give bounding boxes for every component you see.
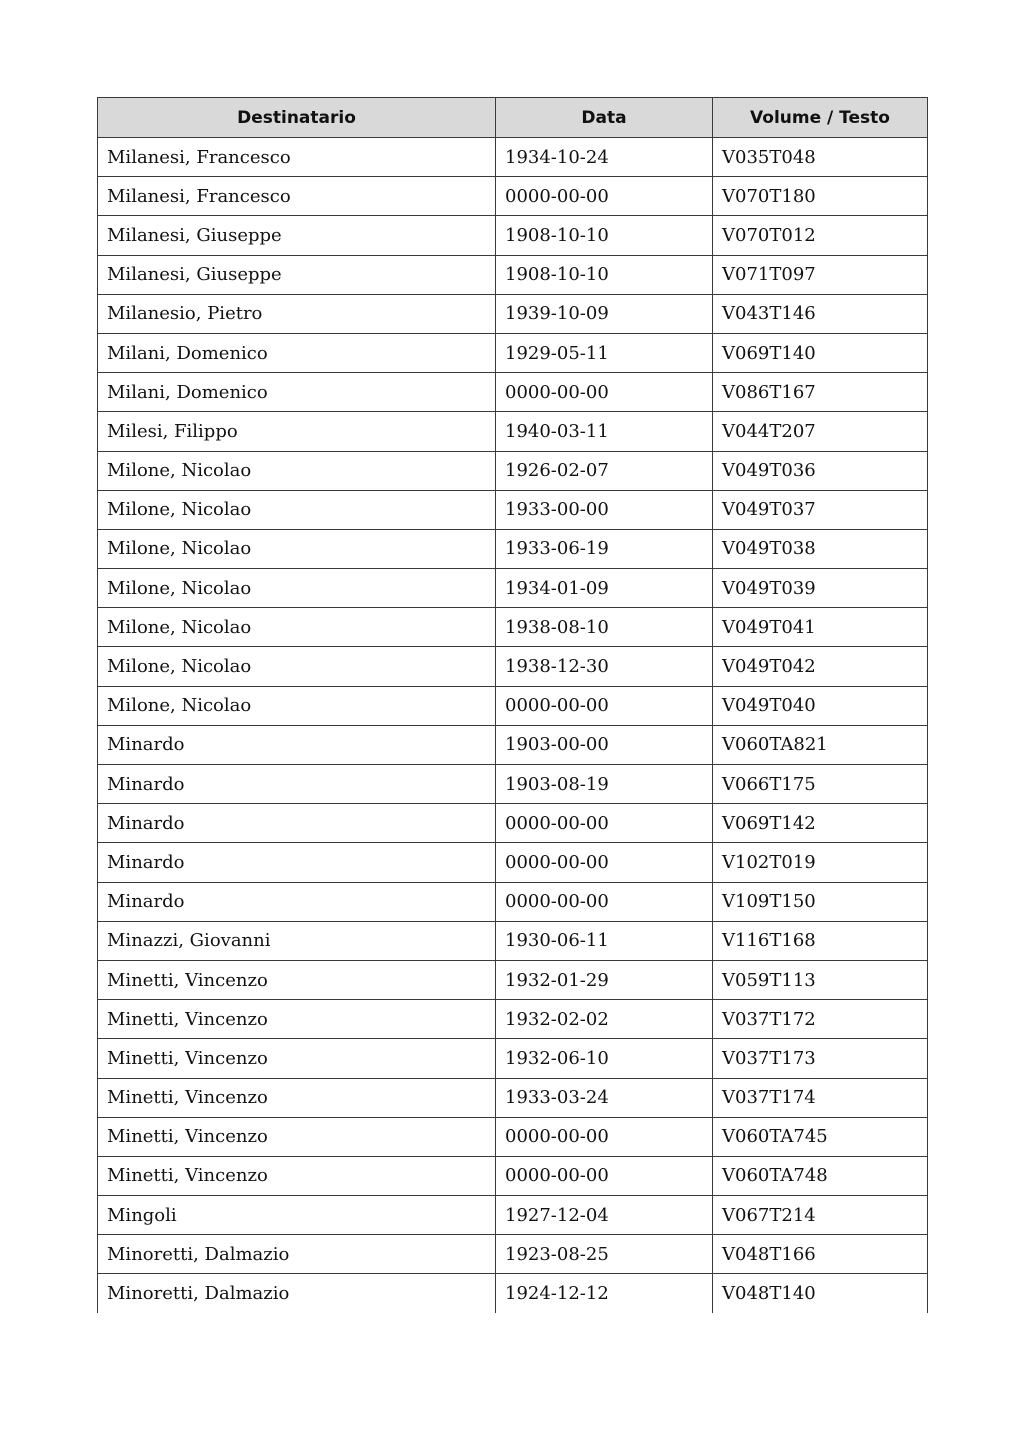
date-cell: 1903-00-00 [496,725,713,764]
volume-text-cell: V037T172 [713,1000,928,1039]
date-cell: 1934-10-24 [496,138,713,177]
recipient-cell: Milone, Nicolao [98,608,496,647]
table-row [98,412,928,451]
date-cell: 1938-12-30 [496,647,713,686]
table-row [98,451,928,490]
recipient-cell: Milone, Nicolao [98,647,496,686]
date-cell: 1927-12-04 [496,1196,713,1235]
date-cell: 1938-08-10 [496,608,713,647]
date-cell: 1933-00-00 [496,490,713,529]
header-row [98,98,928,138]
column-header-date: Data [496,98,713,138]
volume-text-cell: V060TA821 [713,725,928,764]
volume-text-cell: V048T166 [713,1235,928,1274]
recipient-cell: Minetti, Vincenzo [98,1039,496,1078]
table-row [98,1235,928,1274]
date-cell: 0000-00-00 [496,373,713,412]
date-cell: 0000-00-00 [496,804,713,843]
volume-text-cell: V049T037 [713,490,928,529]
date-cell: 1933-06-19 [496,529,713,568]
table-row [98,1156,928,1195]
date-cell: 1929-05-11 [496,333,713,372]
table-body [98,138,928,1314]
recipient-cell: Minazzi, Giovanni [98,921,496,960]
table-row [98,333,928,372]
volume-text-cell: V037T174 [713,1078,928,1117]
date-cell: 0000-00-00 [496,882,713,921]
table-row [98,686,928,725]
recipient-cell: Milone, Nicolao [98,451,496,490]
date-cell: 0000-00-00 [496,1156,713,1195]
column-header-recipient: Destinatario [98,98,496,138]
date-cell: 1932-02-02 [496,1000,713,1039]
table-row [98,216,928,255]
volume-text-cell: V049T039 [713,569,928,608]
table-row [98,1000,928,1039]
recipient-cell: Milesi, Filippo [98,412,496,451]
recipient-cell: Minoretti, Dalmazio [98,1274,496,1313]
recipient-cell: Minardo [98,804,496,843]
recipient-cell: Milone, Nicolao [98,686,496,725]
date-cell: 1940-03-11 [496,412,713,451]
recipient-cell: Milanesi, Francesco [98,177,496,216]
table-row [98,1274,928,1313]
volume-text-cell: V049T042 [713,647,928,686]
recipient-cell: Mingoli [98,1196,496,1235]
table-row [98,138,928,177]
volume-text-cell: V071T097 [713,255,928,294]
volume-text-cell: V043T146 [713,294,928,333]
volume-text-cell: V086T167 [713,373,928,412]
table-row [98,647,928,686]
volume-text-cell: V044T207 [713,412,928,451]
volume-text-cell: V109T150 [713,882,928,921]
date-cell: 1932-06-10 [496,1039,713,1078]
volume-text-cell: V049T036 [713,451,928,490]
volume-text-cell: V102T019 [713,843,928,882]
table-row [98,490,928,529]
recipient-cell: Milanesi, Francesco [98,138,496,177]
table-row [98,1078,928,1117]
table-row [98,294,928,333]
table-row [98,765,928,804]
table-row [98,960,928,999]
recipient-cell: Milone, Nicolao [98,490,496,529]
date-cell: 0000-00-00 [496,177,713,216]
volume-text-cell: V048T140 [713,1274,928,1313]
volume-text-cell: V070T180 [713,177,928,216]
date-cell: 1939-10-09 [496,294,713,333]
recipient-cell: Milani, Domenico [98,333,496,372]
table-row [98,882,928,921]
recipient-cell: Milanesio, Pietro [98,294,496,333]
recipient-cell: Milone, Nicolao [98,529,496,568]
table-row [98,569,928,608]
volume-text-cell: V069T140 [713,333,928,372]
recipient-cell: Minetti, Vincenzo [98,960,496,999]
recipient-cell: Minardo [98,725,496,764]
table-row [98,1196,928,1235]
date-cell: 1932-01-29 [496,960,713,999]
date-cell: 1926-02-07 [496,451,713,490]
volume-text-cell: V066T175 [713,765,928,804]
table-row [98,843,928,882]
recipient-cell: Minardo [98,765,496,804]
recipient-cell: Milani, Domenico [98,373,496,412]
table-row [98,725,928,764]
volume-text-cell: V116T168 [713,921,928,960]
date-cell: 1934-01-09 [496,569,713,608]
recipient-cell: Minetti, Vincenzo [98,1078,496,1117]
volume-text-cell: V059T113 [713,960,928,999]
recipient-cell: Minardo [98,882,496,921]
volume-text-cell: V067T214 [713,1196,928,1235]
date-cell: 0000-00-00 [496,843,713,882]
table-row [98,1117,928,1156]
volume-text-cell: V070T012 [713,216,928,255]
table-row [98,608,928,647]
correspondence-table [97,97,928,1313]
table-header [98,98,928,138]
recipient-cell: Minetti, Vincenzo [98,1156,496,1195]
date-cell: 1924-12-12 [496,1274,713,1313]
recipient-cell: Milone, Nicolao [98,569,496,608]
date-cell: 0000-00-00 [496,1117,713,1156]
table-row [98,1039,928,1078]
date-cell: 1923-08-25 [496,1235,713,1274]
volume-text-cell: V049T040 [713,686,928,725]
table-row [98,177,928,216]
volume-text-cell: V069T142 [713,804,928,843]
date-cell: 1903-08-19 [496,765,713,804]
volume-text-cell: V060TA748 [713,1156,928,1195]
recipient-cell: Milanesi, Giuseppe [98,255,496,294]
table-row [98,373,928,412]
date-cell: 1930-06-11 [496,921,713,960]
table-row [98,804,928,843]
column-header-volume-text: Volume / Testo [713,98,928,138]
volume-text-cell: V035T048 [713,138,928,177]
table-row [98,529,928,568]
volume-text-cell: V049T041 [713,608,928,647]
recipient-cell: Minoretti, Dalmazio [98,1235,496,1274]
volume-text-cell: V060TA745 [713,1117,928,1156]
table-row [98,255,928,294]
date-cell: 0000-00-00 [496,686,713,725]
volume-text-cell: V037T173 [713,1039,928,1078]
volume-text-cell: V049T038 [713,529,928,568]
recipient-cell: Milanesi, Giuseppe [98,216,496,255]
recipient-cell: Minetti, Vincenzo [98,1000,496,1039]
date-cell: 1933-03-24 [496,1078,713,1117]
date-cell: 1908-10-10 [496,255,713,294]
date-cell: 1908-10-10 [496,216,713,255]
recipient-cell: Minetti, Vincenzo [98,1117,496,1156]
recipient-cell: Minardo [98,843,496,882]
table-row [98,921,928,960]
